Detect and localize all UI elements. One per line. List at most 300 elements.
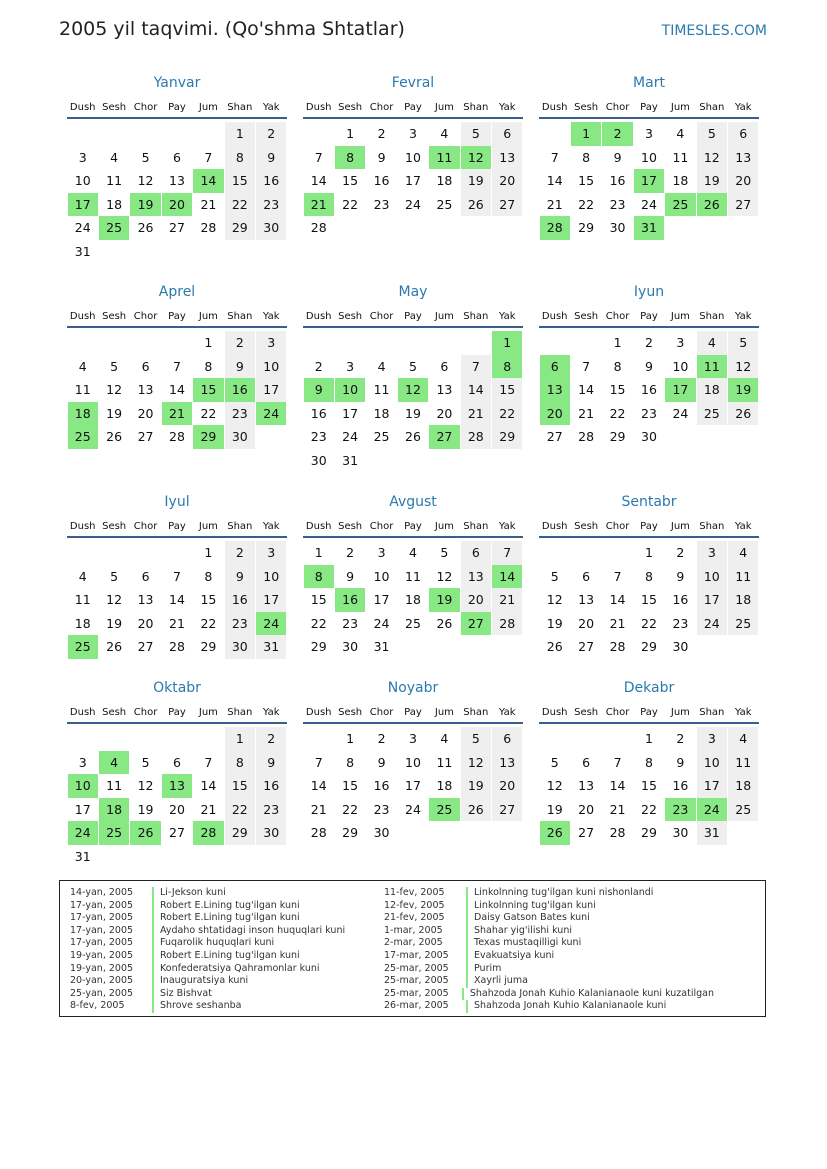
- day-cell[interactable]: 8: [204, 568, 213, 584]
- day-cell[interactable]: 21: [546, 196, 563, 212]
- holiday-day-cell[interactable]: 25: [429, 798, 459, 822]
- day-cell[interactable]: 16: [256, 169, 286, 193]
- day-cell[interactable]: 13: [492, 751, 522, 775]
- day-cell[interactable]: 27: [728, 193, 758, 217]
- day-cell[interactable]: 14: [461, 378, 491, 402]
- day-cell[interactable]: 16: [672, 592, 689, 608]
- day-cell[interactable]: 3: [676, 335, 685, 351]
- holiday-day-cell[interactable]: 13: [162, 774, 192, 798]
- day-cell[interactable]: 5: [550, 568, 559, 584]
- day-cell[interactable]: 5: [141, 754, 150, 770]
- holiday-day-cell[interactable]: 18: [99, 798, 129, 822]
- day-cell[interactable]: 18: [405, 592, 421, 608]
- holiday-day-cell[interactable]: 11: [429, 146, 459, 170]
- day-cell[interactable]: 2: [346, 545, 355, 561]
- day-cell[interactable]: 7: [461, 355, 491, 379]
- day-cell[interactable]: 20: [137, 615, 154, 631]
- day-cell[interactable]: 15: [225, 169, 255, 193]
- day-cell[interactable]: 15: [342, 173, 359, 189]
- holiday-day-cell[interactable]: 4: [99, 751, 129, 775]
- day-cell[interactable]: 24: [672, 405, 689, 421]
- day-cell[interactable]: 9: [676, 754, 685, 770]
- day-cell[interactable]: 28: [200, 220, 217, 236]
- day-cell[interactable]: 30: [310, 452, 327, 468]
- day-cell[interactable]: 29: [641, 639, 657, 655]
- day-cell[interactable]: 28: [609, 825, 626, 841]
- day-cell[interactable]: 30: [256, 216, 286, 240]
- holiday-day-cell[interactable]: 10: [335, 378, 365, 402]
- day-cell[interactable]: 31: [373, 639, 390, 655]
- holiday-day-cell[interactable]: 6: [540, 355, 570, 379]
- day-cell[interactable]: 7: [582, 358, 591, 374]
- day-cell[interactable]: 2: [225, 541, 255, 565]
- day-cell[interactable]: 21: [200, 801, 217, 817]
- day-cell[interactable]: 6: [461, 541, 491, 565]
- day-cell[interactable]: 2: [256, 727, 286, 751]
- day-cell[interactable]: 12: [461, 751, 491, 775]
- day-cell[interactable]: 2: [256, 122, 286, 146]
- day-cell[interactable]: 19: [137, 801, 154, 817]
- day-cell[interactable]: 7: [314, 754, 323, 770]
- day-cell[interactable]: 16: [373, 173, 390, 189]
- day-cell[interactable]: 22: [492, 402, 522, 426]
- holiday-day-cell[interactable]: 25: [99, 216, 129, 240]
- holiday-day-cell[interactable]: 26: [130, 821, 160, 845]
- day-cell[interactable]: 16: [609, 173, 626, 189]
- day-cell[interactable]: 23: [641, 405, 657, 421]
- holiday-day-cell[interactable]: 16: [335, 588, 365, 612]
- day-cell[interactable]: 19: [106, 615, 123, 631]
- day-cell[interactable]: 3: [697, 727, 727, 751]
- day-cell[interactable]: 30: [256, 821, 286, 845]
- day-cell[interactable]: 31: [256, 635, 286, 659]
- day-cell[interactable]: 9: [256, 751, 286, 775]
- day-cell[interactable]: 22: [310, 615, 327, 631]
- day-cell[interactable]: 23: [225, 612, 255, 636]
- day-cell[interactable]: 3: [645, 126, 653, 142]
- holiday-day-cell[interactable]: 14: [193, 169, 223, 193]
- day-cell[interactable]: 16: [672, 778, 689, 794]
- day-cell[interactable]: 7: [613, 754, 622, 770]
- day-cell[interactable]: 19: [461, 774, 491, 798]
- day-cell[interactable]: 13: [461, 565, 491, 589]
- day-cell[interactable]: 24: [697, 612, 727, 636]
- day-cell[interactable]: 30: [373, 825, 390, 841]
- holiday-day-cell[interactable]: 25: [665, 193, 695, 217]
- day-cell[interactable]: 30: [672, 639, 689, 655]
- holiday-day-cell[interactable]: 2: [602, 122, 632, 146]
- day-cell[interactable]: 21: [578, 405, 595, 421]
- day-cell[interactable]: 10: [373, 568, 390, 584]
- day-cell[interactable]: 9: [613, 149, 622, 165]
- day-cell[interactable]: 3: [377, 545, 386, 561]
- day-cell[interactable]: 9: [346, 568, 355, 584]
- day-cell[interactable]: 11: [436, 754, 453, 770]
- day-cell[interactable]: 8: [645, 568, 653, 584]
- day-cell[interactable]: 18: [728, 774, 758, 798]
- holiday-day-cell[interactable]: 19: [728, 378, 758, 402]
- holiday-day-cell[interactable]: 28: [193, 821, 223, 845]
- day-cell[interactable]: 5: [110, 568, 119, 584]
- day-cell[interactable]: 18: [106, 196, 123, 212]
- day-cell[interactable]: 22: [225, 193, 255, 217]
- day-cell[interactable]: 11: [106, 778, 123, 794]
- day-cell[interactable]: 1: [204, 335, 213, 351]
- day-cell[interactable]: 26: [461, 798, 491, 822]
- day-cell[interactable]: 9: [377, 754, 386, 770]
- day-cell[interactable]: 19: [461, 169, 491, 193]
- holiday-day-cell[interactable]: 16: [225, 378, 255, 402]
- day-cell[interactable]: 7: [173, 358, 181, 374]
- day-cell[interactable]: 23: [225, 402, 255, 426]
- day-cell[interactable]: 29: [492, 425, 522, 449]
- day-cell[interactable]: 12: [137, 173, 154, 189]
- day-cell[interactable]: 4: [728, 727, 758, 751]
- day-cell[interactable]: 28: [169, 639, 185, 655]
- day-cell[interactable]: 12: [137, 778, 154, 794]
- day-cell[interactable]: 14: [578, 382, 595, 398]
- day-cell[interactable]: 19: [546, 615, 563, 631]
- day-cell[interactable]: 11: [728, 751, 758, 775]
- holiday-day-cell[interactable]: 17: [665, 378, 695, 402]
- day-cell[interactable]: 1: [645, 545, 653, 561]
- day-cell[interactable]: 27: [546, 429, 563, 445]
- day-cell[interactable]: 8: [346, 754, 355, 770]
- day-cell[interactable]: 31: [697, 821, 727, 845]
- day-cell[interactable]: 24: [405, 196, 421, 212]
- holiday-day-cell[interactable]: 31: [634, 216, 664, 240]
- day-cell[interactable]: 6: [582, 754, 591, 770]
- day-cell[interactable]: 31: [342, 452, 359, 468]
- day-cell[interactable]: 6: [173, 754, 181, 770]
- day-cell[interactable]: 28: [310, 220, 327, 236]
- day-cell[interactable]: 29: [578, 220, 595, 236]
- day-cell[interactable]: 13: [492, 146, 522, 170]
- day-cell[interactable]: 20: [461, 588, 491, 612]
- day-cell[interactable]: 23: [373, 801, 390, 817]
- day-cell[interactable]: 17: [697, 588, 727, 612]
- day-cell[interactable]: 21: [200, 196, 217, 212]
- holiday-day-cell[interactable]: 25: [68, 425, 98, 449]
- day-cell[interactable]: 2: [225, 331, 255, 355]
- holiday-day-cell[interactable]: 9: [304, 378, 334, 402]
- holiday-day-cell[interactable]: 25: [99, 821, 129, 845]
- day-cell[interactable]: 14: [310, 778, 327, 794]
- holiday-day-cell[interactable]: 19: [429, 588, 459, 612]
- day-cell[interactable]: 29: [225, 821, 255, 845]
- day-cell[interactable]: 26: [728, 402, 758, 426]
- day-cell[interactable]: 10: [641, 149, 657, 165]
- day-cell[interactable]: 18: [74, 615, 91, 631]
- day-cell[interactable]: 5: [141, 149, 150, 165]
- holiday-day-cell[interactable]: 25: [68, 635, 98, 659]
- day-cell[interactable]: 19: [405, 405, 421, 421]
- day-cell[interactable]: 13: [137, 592, 154, 608]
- day-cell[interactable]: 28: [461, 425, 491, 449]
- day-cell[interactable]: 25: [373, 429, 390, 445]
- day-cell[interactable]: 4: [110, 149, 119, 165]
- day-cell[interactable]: 11: [373, 382, 390, 398]
- day-cell[interactable]: 23: [609, 196, 626, 212]
- day-cell[interactable]: 26: [106, 639, 123, 655]
- day-cell[interactable]: 5: [697, 122, 727, 146]
- day-cell[interactable]: 10: [256, 565, 286, 589]
- day-cell[interactable]: 13: [436, 382, 453, 398]
- day-cell[interactable]: 15: [578, 173, 595, 189]
- holiday-day-cell[interactable]: 27: [461, 612, 491, 636]
- day-cell[interactable]: 21: [609, 801, 626, 817]
- day-cell[interactable]: 29: [200, 639, 217, 655]
- day-cell[interactable]: 27: [578, 825, 595, 841]
- day-cell[interactable]: 28: [492, 612, 522, 636]
- day-cell[interactable]: 18: [373, 405, 390, 421]
- day-cell[interactable]: 4: [78, 358, 87, 374]
- day-cell[interactable]: 29: [342, 825, 359, 841]
- day-cell[interactable]: 30: [672, 825, 689, 841]
- day-cell[interactable]: 27: [578, 639, 595, 655]
- day-cell[interactable]: 1: [204, 545, 213, 561]
- day-cell[interactable]: 5: [550, 754, 559, 770]
- day-cell[interactable]: 3: [409, 126, 417, 142]
- day-cell[interactable]: 11: [728, 565, 758, 589]
- day-cell[interactable]: 22: [641, 615, 657, 631]
- day-cell[interactable]: 6: [141, 568, 150, 584]
- day-cell[interactable]: 25: [728, 798, 758, 822]
- day-cell[interactable]: 12: [436, 568, 453, 584]
- day-cell[interactable]: 30: [609, 220, 626, 236]
- day-cell[interactable]: 10: [256, 355, 286, 379]
- day-cell[interactable]: 26: [461, 193, 491, 217]
- day-cell[interactable]: 29: [609, 429, 626, 445]
- day-cell[interactable]: 21: [609, 615, 626, 631]
- day-cell[interactable]: 17: [74, 801, 91, 817]
- day-cell[interactable]: 3: [346, 358, 355, 374]
- day-cell[interactable]: 6: [173, 149, 181, 165]
- day-cell[interactable]: 8: [225, 751, 255, 775]
- day-cell[interactable]: 17: [405, 778, 421, 794]
- day-cell[interactable]: 10: [672, 358, 689, 374]
- day-cell[interactable]: 3: [78, 149, 87, 165]
- day-cell[interactable]: 6: [440, 358, 449, 374]
- day-cell[interactable]: 26: [436, 615, 453, 631]
- day-cell[interactable]: 11: [106, 173, 123, 189]
- day-cell[interactable]: 6: [492, 727, 522, 751]
- day-cell[interactable]: 10: [697, 565, 727, 589]
- day-cell[interactable]: 27: [137, 639, 154, 655]
- day-cell[interactable]: 29: [641, 825, 657, 841]
- day-cell[interactable]: 15: [641, 592, 657, 608]
- day-cell[interactable]: 9: [225, 355, 255, 379]
- day-cell[interactable]: 31: [74, 243, 91, 259]
- day-cell[interactable]: 5: [409, 358, 417, 374]
- day-cell[interactable]: 20: [728, 169, 758, 193]
- day-cell[interactable]: 9: [377, 149, 386, 165]
- holiday-day-cell[interactable]: 24: [256, 402, 286, 426]
- day-cell[interactable]: 13: [578, 778, 595, 794]
- day-cell[interactable]: 1: [225, 727, 255, 751]
- day-cell[interactable]: 6: [728, 122, 758, 146]
- day-cell[interactable]: 3: [78, 754, 87, 770]
- holiday-day-cell[interactable]: 11: [697, 355, 727, 379]
- day-cell[interactable]: 1: [314, 545, 323, 561]
- holiday-day-cell[interactable]: 21: [304, 193, 334, 217]
- day-cell[interactable]: 3: [697, 541, 727, 565]
- day-cell[interactable]: 4: [377, 358, 386, 374]
- day-cell[interactable]: 4: [676, 126, 685, 142]
- day-cell[interactable]: 24: [405, 801, 421, 817]
- holiday-day-cell[interactable]: 8: [492, 355, 522, 379]
- holiday-day-cell[interactable]: 8: [304, 565, 334, 589]
- day-cell[interactable]: 14: [169, 382, 185, 398]
- day-cell[interactable]: 22: [641, 801, 657, 817]
- day-cell[interactable]: 11: [672, 149, 689, 165]
- day-cell[interactable]: 28: [310, 825, 327, 841]
- day-cell[interactable]: 25: [436, 196, 453, 212]
- holiday-day-cell[interactable]: 20: [162, 193, 192, 217]
- holiday-day-cell[interactable]: 15: [193, 378, 223, 402]
- day-cell[interactable]: 20: [137, 405, 154, 421]
- holiday-day-cell[interactable]: 14: [492, 565, 522, 589]
- day-cell[interactable]: 22: [225, 798, 255, 822]
- day-cell[interactable]: 15: [342, 778, 359, 794]
- day-cell[interactable]: 25: [697, 402, 727, 426]
- day-cell[interactable]: 12: [728, 355, 758, 379]
- day-cell[interactable]: 6: [582, 568, 591, 584]
- day-cell[interactable]: 27: [169, 220, 185, 236]
- day-cell[interactable]: 5: [440, 545, 449, 561]
- day-cell[interactable]: 8: [582, 149, 591, 165]
- day-cell[interactable]: 28: [609, 639, 626, 655]
- day-cell[interactable]: 20: [492, 774, 522, 798]
- holiday-day-cell[interactable]: 29: [193, 425, 223, 449]
- brand-link[interactable]: TIMESLES.COM: [661, 23, 767, 39]
- day-cell[interactable]: 4: [440, 731, 449, 747]
- day-cell[interactable]: 19: [546, 801, 563, 817]
- day-cell[interactable]: 17: [342, 405, 359, 421]
- day-cell[interactable]: 23: [256, 798, 286, 822]
- day-cell[interactable]: 1: [613, 335, 622, 351]
- day-cell[interactable]: 20: [169, 801, 185, 817]
- day-cell[interactable]: 15: [609, 382, 626, 398]
- day-cell[interactable]: 15: [200, 592, 217, 608]
- day-cell[interactable]: 3: [256, 331, 286, 355]
- day-cell[interactable]: 21: [492, 588, 522, 612]
- day-cell[interactable]: 20: [492, 169, 522, 193]
- day-cell[interactable]: 30: [225, 425, 255, 449]
- day-cell[interactable]: 1: [346, 126, 355, 142]
- day-cell[interactable]: 7: [613, 568, 622, 584]
- day-cell[interactable]: 11: [74, 382, 91, 398]
- day-cell[interactable]: 16: [641, 382, 657, 398]
- holiday-day-cell[interactable]: 24: [697, 798, 727, 822]
- day-cell[interactable]: 14: [546, 173, 563, 189]
- day-cell[interactable]: 12: [546, 592, 563, 608]
- day-cell[interactable]: 5: [461, 122, 491, 146]
- day-cell[interactable]: 10: [405, 754, 421, 770]
- day-cell[interactable]: 3: [256, 541, 286, 565]
- day-cell[interactable]: 17: [697, 774, 727, 798]
- day-cell[interactable]: 18: [697, 378, 727, 402]
- day-cell[interactable]: 7: [492, 541, 522, 565]
- holiday-day-cell[interactable]: 17: [634, 169, 664, 193]
- day-cell[interactable]: 1: [225, 122, 255, 146]
- day-cell[interactable]: 2: [676, 545, 685, 561]
- day-cell[interactable]: 9: [676, 568, 685, 584]
- day-cell[interactable]: 18: [672, 173, 689, 189]
- holiday-day-cell[interactable]: 21: [162, 402, 192, 426]
- day-cell[interactable]: 16: [310, 405, 327, 421]
- day-cell[interactable]: 12: [106, 382, 123, 398]
- day-cell[interactable]: 22: [342, 801, 359, 817]
- day-cell[interactable]: 2: [377, 731, 386, 747]
- holiday-day-cell[interactable]: 20: [540, 402, 570, 426]
- day-cell[interactable]: 24: [342, 429, 359, 445]
- holiday-day-cell[interactable]: 18: [68, 402, 98, 426]
- day-cell[interactable]: 12: [697, 146, 727, 170]
- day-cell[interactable]: 21: [461, 402, 491, 426]
- day-cell[interactable]: 26: [405, 429, 421, 445]
- day-cell[interactable]: 3: [409, 731, 417, 747]
- holiday-day-cell[interactable]: 23: [665, 798, 695, 822]
- day-cell[interactable]: 14: [609, 778, 626, 794]
- day-cell[interactable]: 12: [546, 778, 563, 794]
- day-cell[interactable]: 8: [613, 358, 622, 374]
- day-cell[interactable]: 5: [110, 358, 119, 374]
- day-cell[interactable]: 14: [310, 173, 327, 189]
- holiday-day-cell[interactable]: 28: [540, 216, 570, 240]
- day-cell[interactable]: 8: [225, 146, 255, 170]
- day-cell[interactable]: 14: [200, 778, 217, 794]
- day-cell[interactable]: 8: [204, 358, 213, 374]
- holiday-day-cell[interactable]: 10: [68, 774, 98, 798]
- holiday-day-cell[interactable]: 1: [571, 122, 601, 146]
- day-cell[interactable]: 15: [225, 774, 255, 798]
- day-cell[interactable]: 14: [609, 592, 626, 608]
- day-cell[interactable]: 25: [728, 612, 758, 636]
- day-cell[interactable]: 7: [204, 149, 213, 165]
- day-cell[interactable]: 4: [728, 541, 758, 565]
- day-cell[interactable]: 30: [641, 429, 657, 445]
- holiday-day-cell[interactable]: 13: [540, 378, 570, 402]
- day-cell[interactable]: 9: [225, 565, 255, 589]
- day-cell[interactable]: 18: [436, 173, 453, 189]
- day-cell[interactable]: 16: [225, 588, 255, 612]
- day-cell[interactable]: 4: [697, 331, 727, 355]
- day-cell[interactable]: 17: [256, 588, 286, 612]
- day-cell[interactable]: 1: [346, 731, 355, 747]
- holiday-day-cell[interactable]: 24: [256, 612, 286, 636]
- day-cell[interactable]: 28: [578, 429, 595, 445]
- day-cell[interactable]: 2: [676, 731, 685, 747]
- day-cell[interactable]: 13: [137, 382, 154, 398]
- day-cell[interactable]: 27: [169, 825, 185, 841]
- day-cell[interactable]: 13: [169, 173, 185, 189]
- day-cell[interactable]: 29: [225, 216, 255, 240]
- day-cell[interactable]: 26: [106, 429, 123, 445]
- day-cell[interactable]: 4: [409, 545, 417, 561]
- holiday-day-cell[interactable]: 12: [398, 378, 428, 402]
- day-cell[interactable]: 20: [436, 405, 453, 421]
- day-cell[interactable]: 23: [672, 615, 689, 631]
- day-cell[interactable]: 15: [641, 778, 657, 794]
- day-cell[interactable]: 22: [200, 405, 217, 421]
- day-cell[interactable]: 7: [550, 149, 559, 165]
- day-cell[interactable]: 2: [314, 358, 323, 374]
- day-cell[interactable]: 5: [461, 727, 491, 751]
- day-cell[interactable]: 27: [137, 429, 154, 445]
- day-cell[interactable]: 12: [106, 592, 123, 608]
- day-cell[interactable]: 5: [728, 331, 758, 355]
